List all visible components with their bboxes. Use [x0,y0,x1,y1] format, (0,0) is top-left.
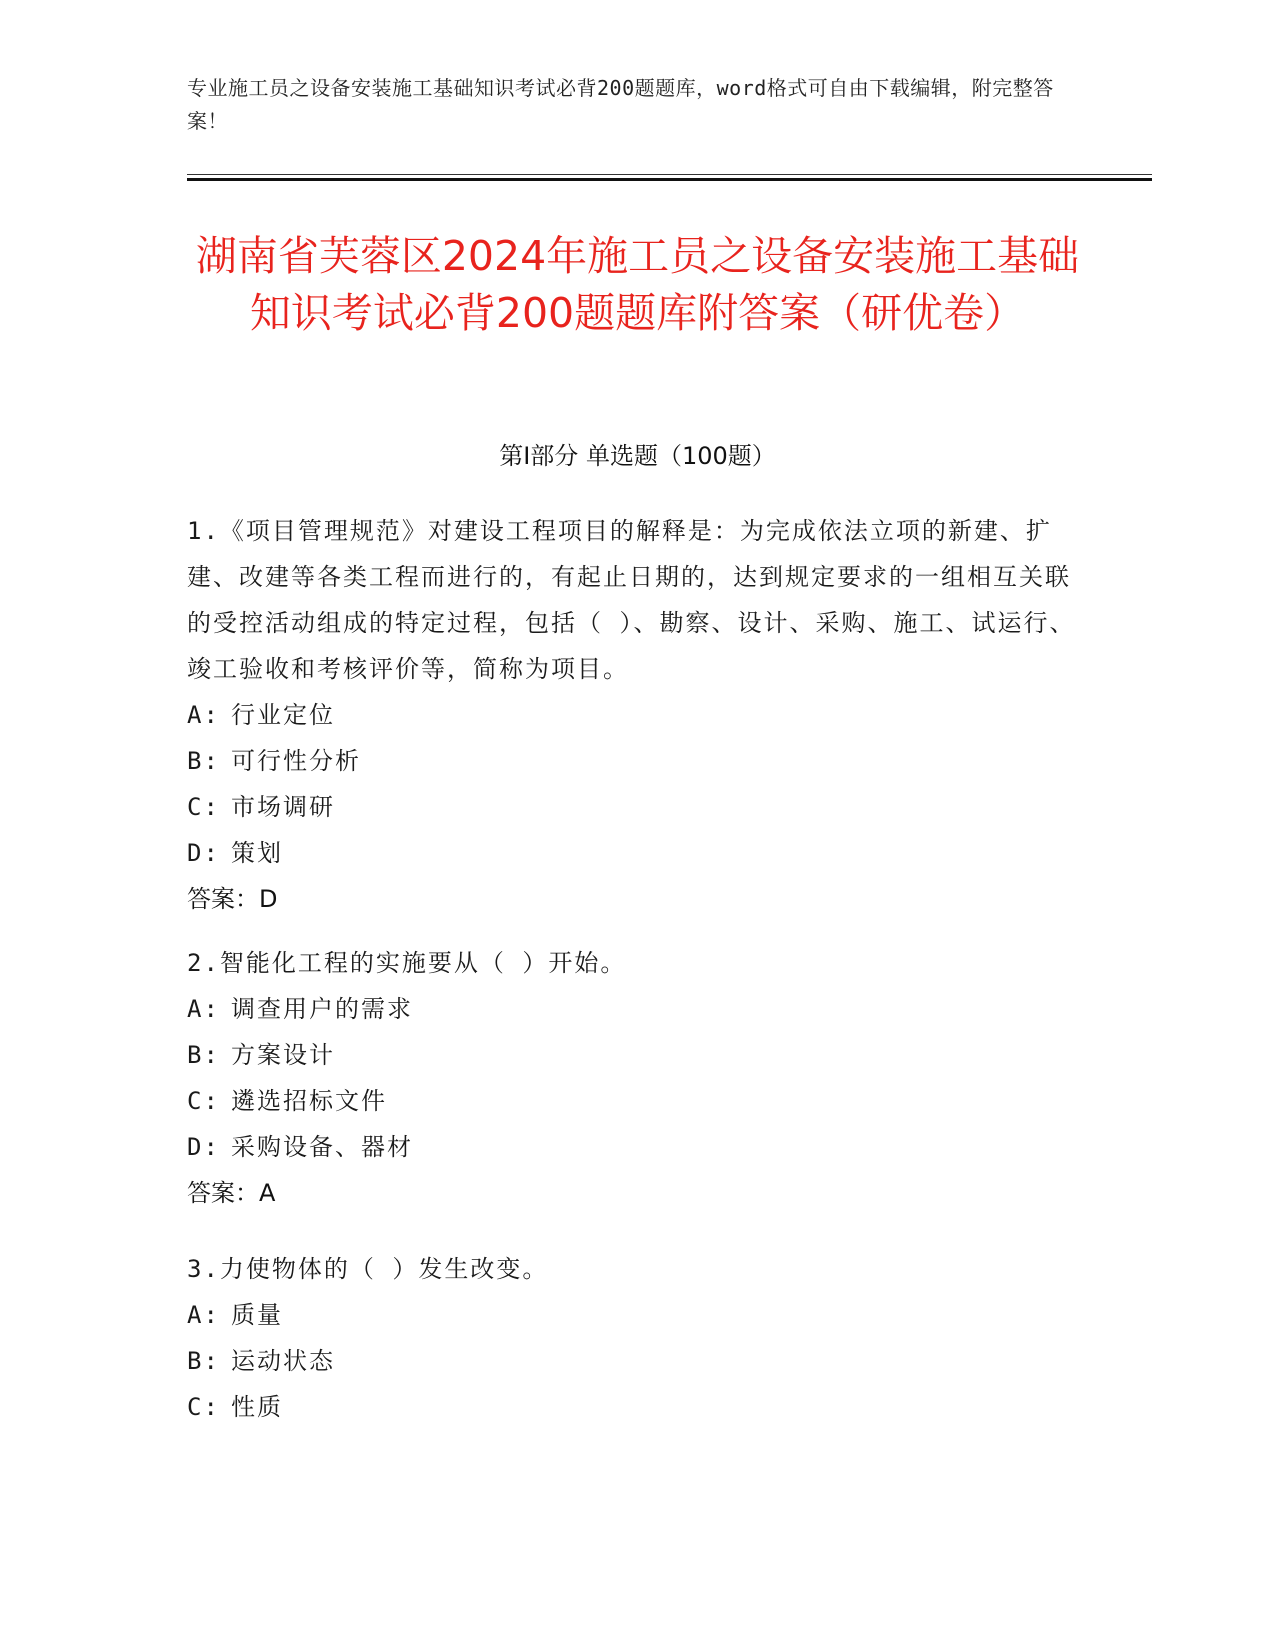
question-stem: 3.力使物体的（ ）发生改变。 [187,1255,549,1283]
question-3 [187,1246,1087,1430]
option-a [187,1292,1087,1338]
option-text: 行业定位 [231,701,335,729]
option-text: 采购设备、器材 [231,1133,413,1161]
option-letter: B: [187,1347,220,1375]
option-text: 性质 [231,1393,283,1421]
option-letter: C: [187,793,220,821]
option-letter: A: [187,701,220,729]
answer-line: 答案：D [187,885,278,913]
question-stem: 2.智能化工程的实施要从（ ）开始。 [187,949,627,977]
option-text: 运动状态 [231,1347,335,1375]
option-d [187,1124,1087,1170]
question-1 [187,508,1087,922]
section-heading: 第Ⅰ部分 单选题（100题） [499,442,776,470]
answer-line: 答案：A [187,1179,276,1207]
document-title: 湖南省芙蓉区2024年施工员之设备安装施工基础知识考试必背200题题库附答案（研优卷） [195,232,1080,337]
option-b [187,1338,1087,1384]
option-letter: B: [187,747,220,775]
option-b [187,738,1087,784]
option-text: 策划 [231,839,283,867]
option-letter: D: [187,839,220,867]
header-divider-thick [187,178,1152,181]
option-letter: A: [187,1301,220,1329]
option-text: 市场调研 [231,793,335,821]
option-a [187,692,1087,738]
option-a [187,986,1087,1032]
option-b [187,1032,1087,1078]
question-2 [187,940,1087,1216]
option-text: 调查用户的需求 [231,995,413,1023]
question-stem: 1.《项目管理规范》对建设工程项目的解释是：为完成依法立项的新建、扩建、改建等各类工程而进行的，有起止日期的，达到规定要求的一组相互关联的受控活动组成的特定过程，包括（ ）、勘察、设计、采购、施工、试运行、竣工验收和考核评价等，简称为项目。 [187,517,1076,683]
option-c [187,1078,1087,1124]
option-c [187,784,1087,830]
option-letter: A: [187,995,220,1023]
option-text: 方案设计 [231,1041,335,1069]
option-letter: C: [187,1087,220,1115]
header-note: 专业施工员之设备安装施工基础知识考试必背200题题库，word格式可自由下载编辑，附完整答案！ [187,76,1054,133]
header-divider-thin [187,174,1152,175]
option-letter: C: [187,1393,220,1421]
option-text: 可行性分析 [231,747,361,775]
option-text: 质量 [231,1301,283,1329]
option-d [187,830,1087,876]
option-text: 遴选招标文件 [231,1087,387,1115]
option-letter: D: [187,1133,220,1161]
option-c [187,1384,1087,1430]
option-letter: B: [187,1041,220,1069]
